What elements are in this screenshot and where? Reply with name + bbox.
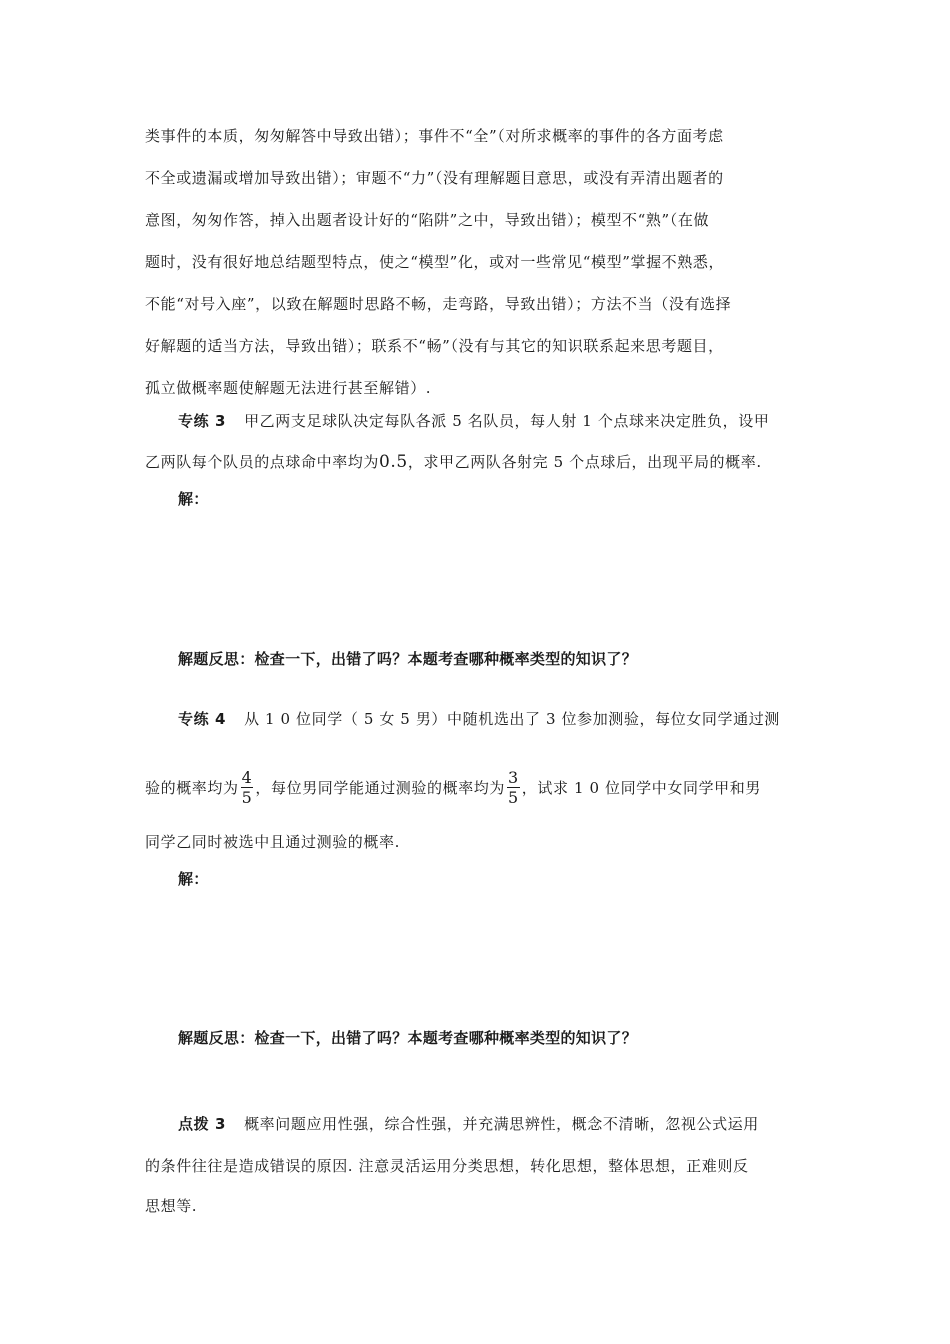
exercise-3-line-2 [145,452,810,472]
exercise-4-text-pre: 验的概率均为 [145,779,239,797]
exercise-3-text: 甲乙两支足球队决定每队各派 5 名队员，每人射 1 个点球来决定胜负，设甲 [244,412,770,430]
exercise-4-text: 从 1 0 位同学（ 5 女 5 男）中随机选出了 3 位参加测验，每位女同学通过测 [244,710,780,728]
fraction-numerator: 3 [508,767,519,787]
paragraph-line: 不全或遗漏或增加导致出错）；审题不“力”（没有理解题目意思，或没有弄清出题者的 [145,169,724,187]
exercise-3-reflection: 解题反思：检查一下，出错了吗？本题考查哪种概率类型的知识了？ [178,650,638,668]
tip-3-label: 点拨 3 [178,1115,227,1133]
exercise-4-text-mid: ，每位男同学能通过测验的概率均为 [255,779,505,797]
exercise-4-text-post: ，试求 1 0 位同学中女同学甲和男 [521,779,761,797]
paragraph-line: 好解题的适当方法，导致出错）；联系不“畅”（没有与其它的知识联系起来思考题目， [145,337,724,355]
exercise-4-reflection: 解题反思：检查一下，出错了吗？本题考查哪种概率类型的知识了？ [178,1029,638,1047]
paragraph-line: 意图，匆匆作答，掉入出题者设计好的“陷阱”之中，导致出错）；模型不“熟”（在做 [145,211,710,229]
exercise-4-solution-label: 解： [178,870,209,888]
exercise-3-solution-label: 解： [178,490,209,508]
fraction-denominator: 5 [508,787,519,807]
paragraph-line: 题时，没有很好地总结题型特点，使之“模型”化，或对一些常见“模型”掌握不熟悉， [145,253,725,271]
fraction-three-fifths [507,768,520,807]
fraction-numerator: 4 [241,767,253,787]
exercise-3-text-pre: 乙两队每个队员的点球命中率均为 [145,453,380,471]
tip-3-text: 概率问题应用性强，综合性强，并充满思辨性，概念不清晰，忽视公式运用 [244,1115,759,1133]
fraction-denominator: 5 [241,787,253,807]
exercise-3-line-1 [178,411,810,431]
fraction-four-fifths [241,768,254,807]
probability-value: 0.5 [379,452,408,472]
paragraph-line: 类事件的本质，匆匆解答中导致出错）；事件不“全”（对所求概率的事件的各方面考虑 [145,127,724,145]
paragraph-line: 孤立做概率题使解题无法进行甚至解错）. [145,379,432,397]
exercise-4-line-2 [145,768,810,809]
tip-3-line-1 [178,1114,810,1134]
exercise-4-label: 专练 4 [178,710,227,728]
exercise-4-line-1 [178,709,810,729]
tip-3-line-3: 思想等. [145,1197,198,1215]
exercise-3-text-post: ，求甲乙两队各射完 5 个点球后，出现平局的概率. [407,453,762,471]
exercise-3-label: 专练 3 [178,412,227,430]
paragraph-line: 不能“对号入座”，以致在解题时思路不畅，走弯路，导致出错）；方法不当（没有选择 [145,295,732,313]
exercise-4-line-3: 同学乙同时被选中且通过测验的概率. [145,833,400,851]
tip-3-line-2: 的条件往往是造成错误的原因. 注意灵活运用分类思想，转化思想，整体思想，正难则反 [145,1157,749,1175]
